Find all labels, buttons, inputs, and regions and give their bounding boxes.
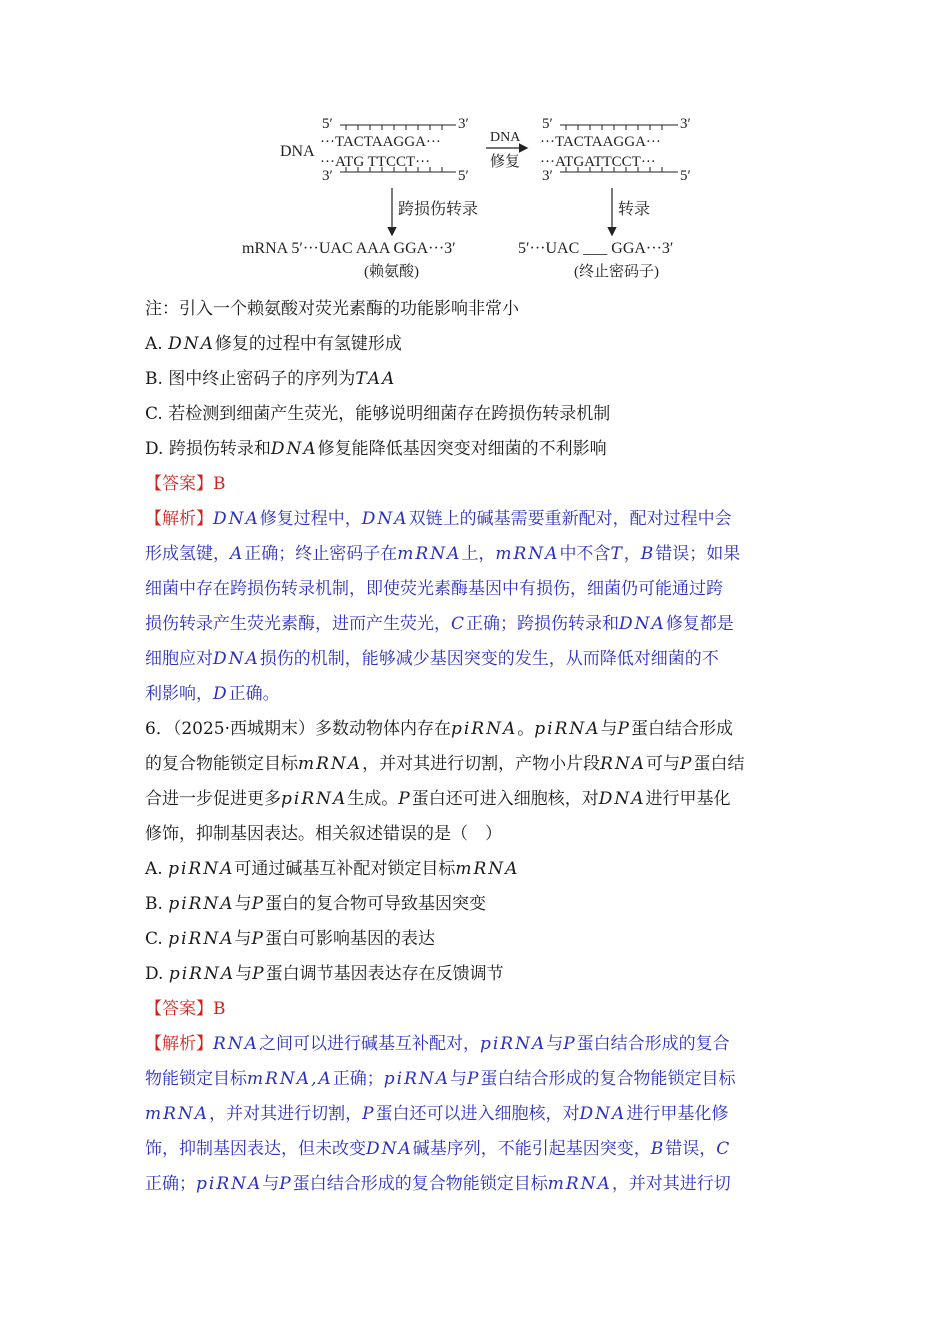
q5-option-c: C. 若检测到细菌产生荧光，能够说明细菌存在跨损伤转录机制 (145, 404, 611, 424)
right-top-5-label: 5′ (542, 116, 553, 132)
q6-stem-line-2: 的复合物能锁定目标mRNA，并对其进行切割，产物小片段RNA可与P蛋白结 (145, 754, 745, 774)
q6-stem-line-1: 6．（2025·西城期末）多数动物体内存在piRNA。piRNA与P蛋白结合形成 (145, 719, 733, 739)
emphasis-dot-char: 误 · (400, 824, 417, 844)
q6-analysis (145, 1027, 805, 1202)
q6-answer: 【答案】B (145, 999, 226, 1019)
q5-option-a: A. DNA修复的过程中有氢键形成 (145, 334, 402, 354)
left-bottom-5-label: 5′ (458, 168, 469, 184)
q5-analysis-line-5: 细胞应对DNA损伤的机制，能够减少基因突变的发生，从而降低对细菌的不 (145, 649, 719, 669)
q6-stem-line-3: 合进一步促进更多piRNA生成。P蛋白还可进入细胞核，对DNA进行甲基化 (145, 789, 731, 809)
right-top-sequence: ···TACTAAGGA··· (540, 134, 661, 150)
q6-option-c: C. piRNA与P蛋白可影响基因的表达 (145, 929, 435, 949)
left-top-5-label: 5′ (322, 116, 333, 132)
q5-analysis-line-1: 【解析】DNA修复过程中，DNA双链上的碱基需要重新配对，配对过程中会 (145, 509, 732, 529)
q6-analysis-line-3: mRNA，并对其进行切割，P蛋白还可以进入细胞核，对DNA进行甲基化修 (145, 1104, 729, 1124)
left-bottom-3-label: 3′ (322, 168, 333, 184)
right-bottom-3-label: 3′ (542, 168, 553, 184)
left-arrow-label: 跨损伤转录 (398, 201, 479, 218)
repair-arrow-bottom-label: 修复 (490, 154, 521, 170)
repair-arrow-top-label: DNA (490, 130, 521, 145)
q5-analysis-line-3: 细菌中存在跨损伤转录机制，即使荧光素酶基因中有损伤，细菌仍可能通过跨 (145, 579, 723, 599)
q5-option-d: D. 跨损伤转录和DNA修复能降低基因突变对细菌的不利影响 (145, 439, 607, 459)
q6-analysis-line-5: 正确；piRNA与P蛋白结合形成的复合物能锁定目标mRNA，并对其进行切 (145, 1174, 731, 1194)
q6-option-b: B. piRNA与P蛋白的复合物可导致基因突变 (145, 894, 487, 914)
right-bottom-5-label: 5′ (680, 168, 691, 184)
q5-analysis-line-2: 形成氢键，A正确；终止密码子在mRNA上，mRNA中不含T，B错误；如果 (145, 544, 741, 564)
q5-analysis-line-6: 利影响，D正确。 (145, 684, 280, 704)
left-top-sequence: ···TACTAAGGA··· (320, 134, 441, 150)
mrna-right-sequence: 5′···UAC ___ GGA···3′ (518, 240, 674, 257)
mrna-left-sequence: mRNA 5′···UAC AAA GGA···3′ (242, 240, 456, 257)
q6-analysis-line-1: 【解析】RNA之间可以进行碱基互补配对，piRNA与P蛋白结合形成的复合 (145, 1034, 730, 1054)
q6-option-a: A. piRNA可通过碱基互补配对锁定目标mRNA (145, 859, 520, 879)
q5-analysis (145, 502, 805, 712)
mrna-right-note: (终止密码子) (574, 264, 659, 280)
left-top-ticks (346, 125, 442, 130)
left-bottom-sequence: ···ATG TTCCT··· (320, 154, 431, 170)
q6-stem-line-4: 修饰，抑制基因表达。相关叙述错 ·误 ·的是（ ） (145, 817, 805, 852)
q6-analysis-line-2: 物能锁定目标mRNA,A正确；piRNA与P蛋白结合形成的复合物能锁定目标 (145, 1069, 736, 1089)
document-body (145, 292, 805, 1202)
q5-option-b: B. 图中终止密码子的序列为TAA (145, 369, 397, 389)
q6-analysis-line-4: 饰，抑制基因表达，但未改变DNA碱基序列，不能引起基因突变，B错误，C (145, 1139, 732, 1159)
right-bottom-sequence: ···ATGATTCCT··· (540, 154, 656, 170)
right-top-ticks (566, 125, 662, 130)
q5-answer: 【答案】B (145, 474, 226, 494)
emphasis-dot-char: 错 · (383, 824, 400, 844)
mrna-left-note: (赖氨酸) (364, 264, 419, 280)
q5-analysis-line-4: 损伤转录产生荧光素酶，进而产生荧光，C正确；跨损伤转录和DNA修复都是 (145, 614, 734, 634)
dna-label: DNA (280, 143, 315, 160)
right-top-3-label: 3′ (680, 116, 691, 132)
dna-repair-diagram (236, 108, 716, 288)
q6-option-d: D. piRNA与P蛋白调节基因表达存在反馈调节 (145, 964, 504, 984)
right-arrow-label: 转录 (618, 201, 651, 218)
left-top-3-label: 3′ (458, 116, 469, 132)
q5-note: 注：引入一个赖氨酸对荧光素酶的功能影响非常小 (145, 299, 519, 319)
